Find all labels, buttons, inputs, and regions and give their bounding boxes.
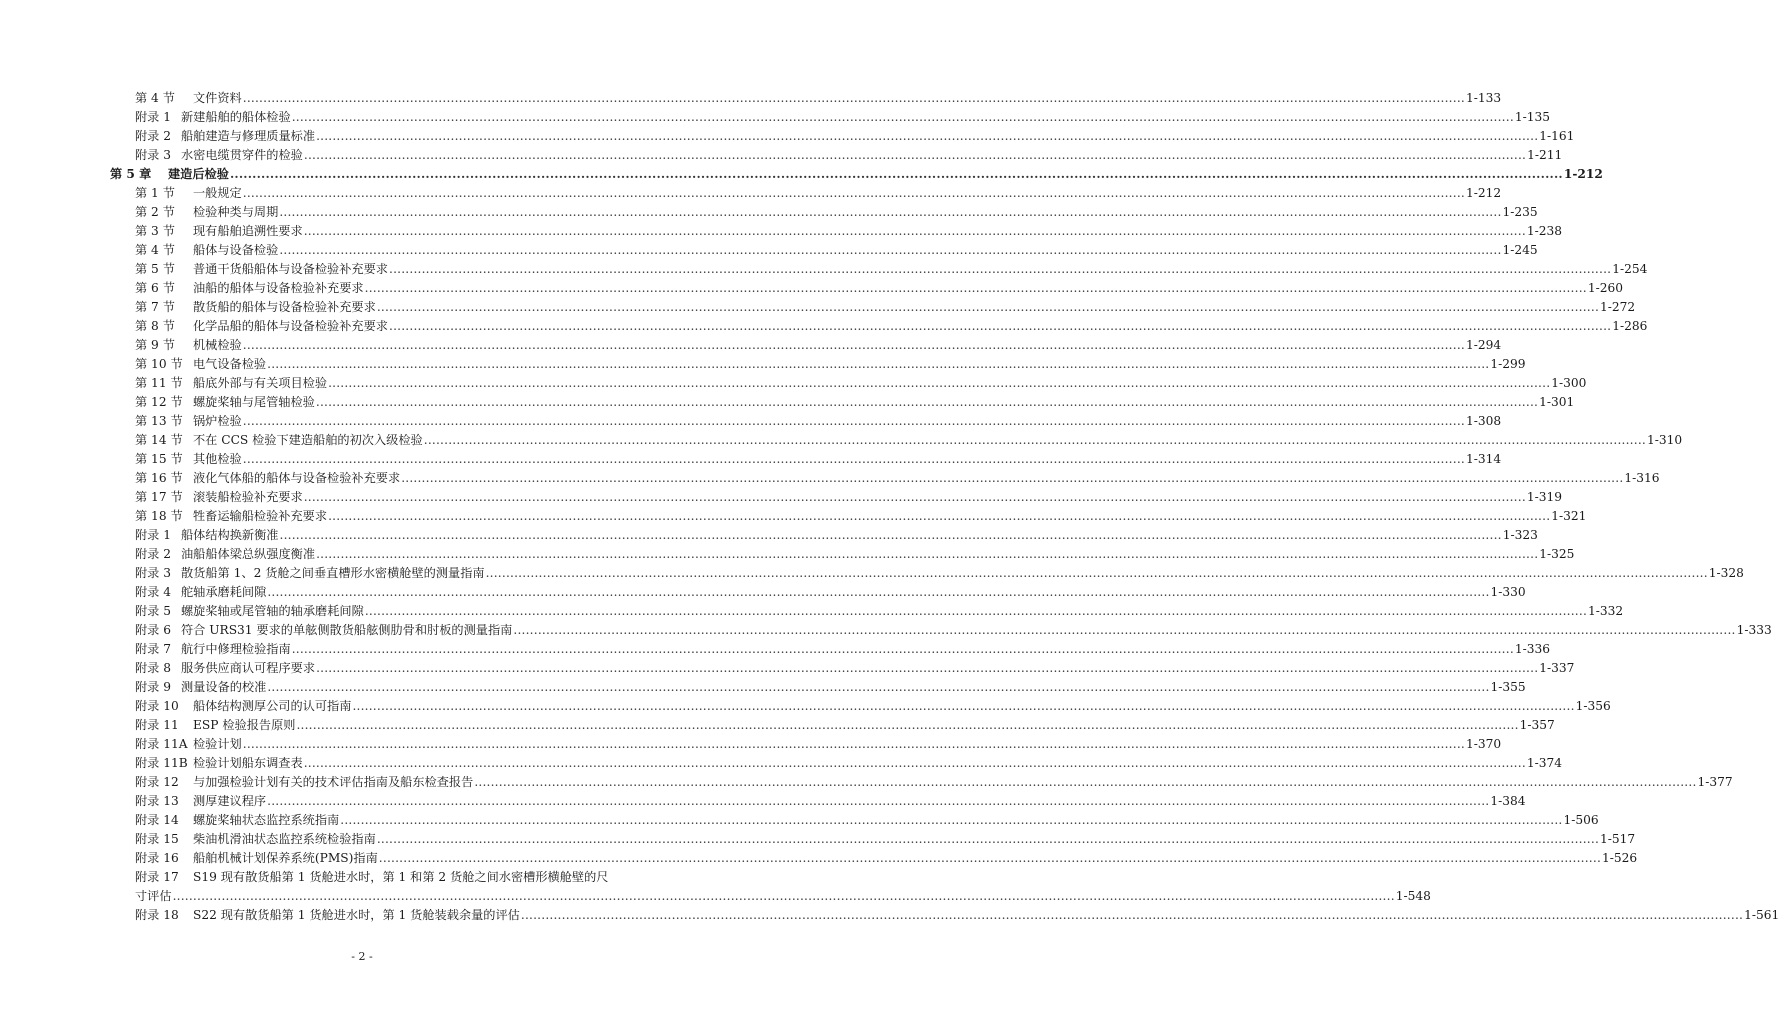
toc-entry-title: S22 现有散货船第 1 货舱进水时，第 1 货舱装载余量的评估 — [193, 908, 520, 922]
toc-entry-title: 检验种类与周期 — [193, 205, 279, 219]
toc-entry-page: 1-355 — [1490, 680, 1526, 694]
toc-entry-title: 检验计划 — [193, 737, 242, 751]
toc-entry-title: 柴油机滑油状态监控系统检验指南 — [193, 832, 376, 846]
toc-entry-label: 第 14 节 — [135, 433, 183, 447]
toc-entry[interactable] — [135, 200, 1538, 219]
toc-entry-label: 附录 7 — [135, 642, 172, 656]
toc-dot-leader: ............................................................................................................................................................................................................................................................................................................ — [340, 813, 1563, 827]
toc-entry-page: 1-506 — [1563, 813, 1599, 827]
toc-entry-title: 与加强检验计划有关的技术评估指南及船东检查报告 — [193, 775, 474, 789]
toc-entry[interactable] — [135, 865, 613, 884]
toc-entry-page: 1-308 — [1465, 414, 1502, 428]
toc-entry-label: 附录 5 — [135, 604, 172, 618]
toc-dot-leader: ............................................................................................................................................................................................................................................................................................................ — [242, 91, 1465, 105]
toc-entry-page: 1-245 — [1502, 243, 1538, 257]
toc-entry[interactable] — [135, 770, 1733, 789]
toc-entry-label: 第 15 节 — [135, 452, 183, 466]
toc-entry-title: S19 现有散货船第 1 货舱进水时，第 1 和第 2 货舱之间水密槽形横舱壁的尺 — [193, 870, 609, 884]
toc-entry-page: 1-325 — [1539, 547, 1575, 561]
toc-entry-title: 锅炉检验 — [193, 414, 242, 428]
toc-dot-leader: ............................................................................................................................................................................................................................................................................................................ — [242, 338, 1465, 352]
toc-entry-page: 1-328 — [1708, 566, 1744, 580]
toc-entry-title: 机械检验 — [193, 338, 242, 352]
toc-dot-leader: ............................................................................................................................................................................................................................................................................................................ — [267, 680, 1490, 694]
toc-entry-page: 1-300 — [1551, 376, 1587, 390]
toc-entry[interactable] — [135, 618, 1772, 637]
toc-dot-leader: ............................................................................................................................................................................................................................................................................................................ — [316, 661, 1539, 675]
toc-entry-title: 文件资料 — [193, 91, 242, 105]
toc-entry-title: 油船船体梁总纵强度衡准 — [181, 547, 316, 561]
toc-entry-page: 1-310 — [1646, 433, 1683, 447]
toc-entry-title: 不在 CCS 检验下建造船舶的初次入级检验 — [193, 433, 423, 447]
toc-entry-title: 寸评估 — [135, 889, 172, 903]
toc-dot-leader: ............................................................................................................................................................................................................................................................................................................ — [389, 262, 1612, 276]
toc-entry-label: 附录 8 — [135, 661, 172, 675]
toc-entry-title: ESP 检验报告原则 — [193, 718, 296, 732]
toc-dot-leader: ............................................................................................................................................................................................................................................................................................................ — [513, 623, 1736, 637]
toc-dot-leader: ............................................................................................................................................................................................................................................................................................................ — [378, 851, 1602, 865]
toc-entry[interactable] — [135, 732, 1502, 751]
toc-dot-leader: ............................................................................................................................................................................................................................................................................................................ — [364, 604, 1588, 618]
toc-entry-label: 第 17 节 — [135, 490, 183, 504]
toc-entry-title: 螺旋桨轴状态监控系统指南 — [193, 813, 340, 827]
toc-entry[interactable] — [135, 827, 1636, 846]
toc-entry[interactable] — [135, 352, 1526, 371]
toc-entry[interactable] — [135, 257, 1648, 276]
toc-entry-title: 螺旋桨轴与尾管轴检验 — [193, 395, 315, 409]
toc-entry-label: 第 16 节 — [135, 471, 183, 485]
toc-entry-page: 1-161 — [1539, 129, 1575, 143]
toc-entry-page: 1-384 — [1490, 794, 1526, 808]
toc-dot-leader: ............................................................................................................................................................................................................................................................................................................ — [328, 376, 1551, 390]
page-number: - 2 - — [351, 950, 373, 963]
toc-entry-title: 油船的船体与设备检验补充要求 — [193, 281, 364, 295]
toc-entry-title: 航行中修理检验指南 — [181, 642, 291, 656]
toc-entry-label: 第 4 节 — [135, 243, 175, 257]
toc-dot-leader: ............................................................................................................................................................................................................................................................................................................ — [316, 129, 1539, 143]
toc-dot-leader: ............................................................................................................................................................................................................................................................................................................ — [316, 547, 1539, 561]
toc-entry-page: 1-332 — [1588, 604, 1624, 618]
toc-entry-label: 第 12 节 — [135, 395, 183, 409]
toc-entry-title: 散货船的船体与设备检验补充要求 — [193, 300, 376, 314]
toc-dot-leader: ............................................................................................................................................................................................................................................................................................................ — [376, 832, 1600, 846]
toc-entry-label: 附录 10 — [135, 699, 179, 713]
toc-entry-page: 1-212 — [1563, 167, 1603, 181]
toc-entry[interactable] — [135, 124, 1575, 143]
toc-entry[interactable] — [135, 789, 1526, 808]
toc-entry-label: 附录 18 — [135, 908, 179, 922]
toc-entry[interactable] — [135, 181, 1502, 200]
toc-entry-title: 服务供应商认可程序要求 — [181, 661, 316, 675]
toc-entry-page: 1-356 — [1575, 699, 1611, 713]
toc-entry-title: 化学品船的船体与设备检验补充要求 — [193, 319, 388, 333]
toc-dot-leader: ............................................................................................................................................................................................................................................................................................................ — [485, 566, 1708, 580]
toc-entry-title: 现有船舶追溯性要求 — [193, 224, 303, 238]
toc-entry[interactable] — [135, 656, 1575, 675]
toc-entry[interactable] — [135, 637, 1551, 656]
toc-entry-title: 一般规定 — [193, 186, 242, 200]
toc-dot-leader: ............................................................................................................................................................................................................................................................................................................ — [303, 490, 1526, 504]
toc-entry-page: 1-254 — [1612, 262, 1648, 276]
toc-entry-label: 附录 14 — [135, 813, 179, 827]
toc-entry-label: 附录 3 — [135, 566, 172, 580]
toc-entry-title: 其他检验 — [193, 452, 242, 466]
toc-entry-title: 舵轴承磨耗间隙 — [181, 585, 267, 599]
toc-entry[interactable] — [135, 390, 1575, 409]
toc-entry-page: 1-238 — [1526, 224, 1563, 238]
toc-entry-title: 船底外部与有关项目检验 — [193, 376, 328, 390]
toc-entry-title: 测量设备的校准 — [181, 680, 267, 694]
toc-entry-label: 附录 17 — [135, 870, 179, 884]
toc-entry-page: 1-330 — [1490, 585, 1526, 599]
toc-entry-page: 1-314 — [1465, 452, 1502, 466]
toc-entry[interactable] — [135, 694, 1611, 713]
toc-entry-title: 螺旋桨轴或尾管轴的轴承磨耗间隙 — [181, 604, 364, 618]
toc-entry[interactable] — [135, 599, 1624, 618]
toc-entry[interactable] — [135, 580, 1526, 599]
toc-dot-leader: ............................................................................................................................................................................................................................................................................................................ — [242, 452, 1465, 466]
toc-entry[interactable] — [135, 333, 1502, 352]
toc-entry-title: 船舶建造与修理质量标准 — [181, 129, 316, 143]
toc-entry[interactable] — [135, 504, 1587, 523]
toc-entry[interactable] — [135, 713, 1555, 732]
toc-entry-label: 第 6 节 — [135, 281, 175, 295]
toc-dot-leader: ............................................................................................................................................................................................................................................................................................................ — [267, 357, 1490, 371]
toc-entry-title: 水密电缆贯穿件的检验 — [181, 148, 303, 162]
toc-entry-title: 散货船第 1、2 货舱之间垂直槽形水密横舱壁的测量指南 — [181, 566, 485, 580]
toc-dot-leader: ............................................................................................................................................................................................................................................................................................................ — [520, 908, 1744, 922]
toc-dot-leader: ............................................................................................................................................................................................................................................................................................................ — [352, 699, 1575, 713]
toc-entry-page: 1-212 — [1465, 186, 1502, 200]
toc-entry[interactable] — [135, 751, 1563, 770]
toc-entry-page: 1-135 — [1514, 110, 1551, 124]
toc-entry-label: 第 5 章 — [110, 167, 152, 181]
toc-entry-label: 附录 1 — [135, 528, 172, 542]
toc-entry-label: 附录 12 — [135, 775, 179, 789]
toc-entry-page: 1-316 — [1624, 471, 1660, 485]
toc-entry-page: 1-336 — [1514, 642, 1551, 656]
toc-dot-leader: ............................................................................................................................................................................................................................................................................................................ — [279, 243, 1502, 257]
toc-entry-label: 第 2 节 — [135, 205, 175, 219]
toc-entry[interactable] — [135, 466, 1660, 485]
toc-entry-title: 船体结构换新衡准 — [181, 528, 279, 542]
toc-entry-title: 符合 URS31 要求的单舷侧散货船舷侧肋骨和肘板的测量指南 — [181, 623, 513, 637]
toc-entry[interactable] — [135, 485, 1563, 504]
toc-entry-page: 1-357 — [1519, 718, 1555, 732]
toc-entry[interactable] — [135, 371, 1587, 390]
toc-dot-leader: ............................................................................................................................................................................................................................................................................................................ — [364, 281, 1587, 295]
toc-entry-page: 1-377 — [1697, 775, 1733, 789]
toc-entry[interactable] — [135, 238, 1538, 257]
toc-dot-leader: ............................................................................................................................................................................................................................................................................................................ — [474, 775, 1697, 789]
toc-dot-leader: ............................................................................................................................................................................................................................................................................................................ — [267, 585, 1490, 599]
toc-entry-title: 船体结构测厚公司的认可指南 — [193, 699, 352, 713]
toc-entry[interactable] — [135, 409, 1502, 428]
toc-dot-leader: ............................................................................................................................................................................................................................................................................................................ — [242, 737, 1465, 751]
toc-entry-page: 1-321 — [1551, 509, 1587, 523]
toc-entry-page: 1-294 — [1465, 338, 1502, 352]
toc-dot-leader: ............................................................................................................................................................................................................................................................................................................ — [303, 224, 1526, 238]
toc-entry-label: 附录 11A — [135, 737, 188, 751]
toc-dot-leader: ............................................................................................................................................................................................................................................................................................................ — [328, 509, 1551, 523]
toc-entry-title: 普通干货船船体与设备检验补充要求 — [193, 262, 388, 276]
toc-dot-leader: ............................................................................................................................................................................................................................................................................................................ — [229, 167, 1563, 181]
toc-entry-label: 附录 3 — [135, 148, 172, 162]
toc-entry-label: 第 10 节 — [135, 357, 183, 371]
toc-entry[interactable] — [135, 143, 1563, 162]
toc-entry-page: 1-561 — [1744, 908, 1779, 922]
toc-entry[interactable] — [135, 903, 1779, 922]
toc-entry[interactable] — [135, 428, 1683, 447]
toc-entry-page: 1-299 — [1490, 357, 1526, 371]
toc-entry-label: 附录 11B — [135, 756, 188, 770]
toc-entry-page: 1-374 — [1526, 756, 1563, 770]
toc-entry[interactable] — [135, 523, 1538, 542]
toc-entry-title: 新建船舶的船体检验 — [181, 110, 291, 124]
toc-entry-label: 第 13 节 — [135, 414, 183, 428]
toc-dot-leader: ............................................................................................................................................................................................................................................................................................................ — [376, 300, 1600, 314]
toc-dot-leader: ............................................................................................................................................................................................................................................................................................................ — [267, 794, 1490, 808]
toc-dot-leader: ............................................................................................................................................................................................................................................................................................................ — [303, 148, 1527, 162]
toc-dot-leader: ............................................................................................................................................................................................................................................................................................................ — [291, 110, 1514, 124]
toc-entry-page: 1-323 — [1502, 528, 1538, 542]
toc-entry-page: 1-301 — [1539, 395, 1575, 409]
toc-entry[interactable] — [135, 542, 1575, 561]
toc-entry-title: 船舶机械计划保养系统(PMS)指南 — [193, 851, 378, 865]
toc-chapter-entry[interactable] — [110, 162, 1603, 181]
toc-entry-label: 第 11 节 — [135, 376, 183, 390]
toc-entry-page: 1-133 — [1465, 91, 1502, 105]
toc-entry-page: 1-272 — [1600, 300, 1636, 314]
toc-entry-page: 1-319 — [1526, 490, 1563, 504]
toc-entry-title: 测厚建议程序 — [193, 794, 267, 808]
toc-entry-label: 第 4 节 — [135, 91, 175, 105]
toc-dot-leader: ............................................................................................................................................................................................................................................................................................................ — [172, 889, 1395, 903]
toc-entry-label: 附录 6 — [135, 623, 172, 637]
toc-entry[interactable] — [135, 219, 1563, 238]
toc-entry-label: 第 9 节 — [135, 338, 175, 352]
toc-entry[interactable] — [135, 276, 1623, 295]
toc-entry[interactable] — [135, 884, 1431, 903]
toc-entry-page: 1-260 — [1587, 281, 1623, 295]
toc-entry-page: 1-333 — [1736, 623, 1772, 637]
toc-dot-leader: ............................................................................................................................................................................................................................................................................................................ — [242, 414, 1465, 428]
toc-dot-leader: ............................................................................................................................................................................................................................................................................................................ — [279, 205, 1502, 219]
toc-entry[interactable] — [135, 447, 1502, 466]
toc-entry-page: 1-517 — [1600, 832, 1636, 846]
toc-entry-label: 附录 2 — [135, 129, 172, 143]
toc-dot-leader: ............................................................................................................................................................................................................................................................................................................ — [291, 642, 1514, 656]
toc-entry-label: 附录 11 — [135, 718, 179, 732]
toc-entry[interactable] — [135, 675, 1526, 694]
toc-entry-label: 第 5 节 — [135, 262, 175, 276]
toc-dot-leader: ............................................................................................................................................................................................................................................................................................................ — [296, 718, 1519, 732]
toc-dot-leader: ............................................................................................................................................................................................................................................................................................................ — [389, 319, 1612, 333]
toc-entry-label: 附录 9 — [135, 680, 172, 694]
toc-entry-title: 牲畜运输船检验补充要求 — [193, 509, 328, 523]
toc-entry-page: 1-286 — [1612, 319, 1648, 333]
toc-dot-leader: ............................................................................................................................................................................................................................................................................................................ — [242, 186, 1465, 200]
toc-dot-leader: ............................................................................................................................................................................................................................................................................................................ — [303, 756, 1526, 770]
toc-entry-page: 1-526 — [1602, 851, 1638, 865]
toc-entry[interactable] — [135, 846, 1638, 865]
toc-entry[interactable] — [135, 105, 1551, 124]
toc-dot-leader: ............................................................................................................................................................................................................................................................................................................ — [423, 433, 1646, 447]
toc-entry[interactable] — [135, 561, 1744, 580]
toc-entry[interactable] — [135, 808, 1599, 827]
toc-entry-title: 检验计划船东调查表 — [193, 756, 303, 770]
toc-entry-page: 1-235 — [1502, 205, 1538, 219]
toc-entry-title: 船体与设备检验 — [193, 243, 279, 257]
toc-entry-label: 附录 16 — [135, 851, 179, 865]
toc-entry[interactable] — [135, 295, 1636, 314]
toc-entry-page: 1-548 — [1395, 889, 1431, 903]
toc-entry-page: 1-211 — [1527, 148, 1563, 162]
toc-entry-label: 第 8 节 — [135, 319, 175, 333]
toc-entry-label: 第 1 节 — [135, 186, 175, 200]
toc-dot-leader: ............................................................................................................................................................................................................................................................................................................ — [401, 471, 1624, 485]
toc-entry-page: 1-370 — [1465, 737, 1502, 751]
toc-entry[interactable] — [135, 314, 1648, 333]
toc-entry-page: 1-337 — [1539, 661, 1575, 675]
toc-dot-leader: ............................................................................................................................................................................................................................................................................................................ — [315, 395, 1539, 409]
toc-entry-label: 附录 13 — [135, 794, 179, 808]
toc-entry-label: 第 18 节 — [135, 509, 183, 523]
toc-entry-title: 电气设备检验 — [193, 357, 267, 371]
toc-entry-title: 液化气体船的船体与设备检验补充要求 — [193, 471, 401, 485]
toc-dot-leader: ............................................................................................................................................................................................................................................................................................................ — [279, 528, 1502, 542]
toc-entry-label: 附录 2 — [135, 547, 172, 561]
toc-entry-label: 第 7 节 — [135, 300, 175, 314]
toc-entry[interactable] — [135, 86, 1502, 105]
toc-entry-label: 附录 15 — [135, 832, 179, 846]
toc-entry-label: 第 3 节 — [135, 224, 175, 238]
toc-entry-label: 附录 1 — [135, 110, 172, 124]
toc-entry-label: 附录 4 — [135, 585, 172, 599]
toc-entry-title: 滚装船检验补充要求 — [193, 490, 303, 504]
toc-entry-title: 建造后检验 — [168, 167, 229, 181]
